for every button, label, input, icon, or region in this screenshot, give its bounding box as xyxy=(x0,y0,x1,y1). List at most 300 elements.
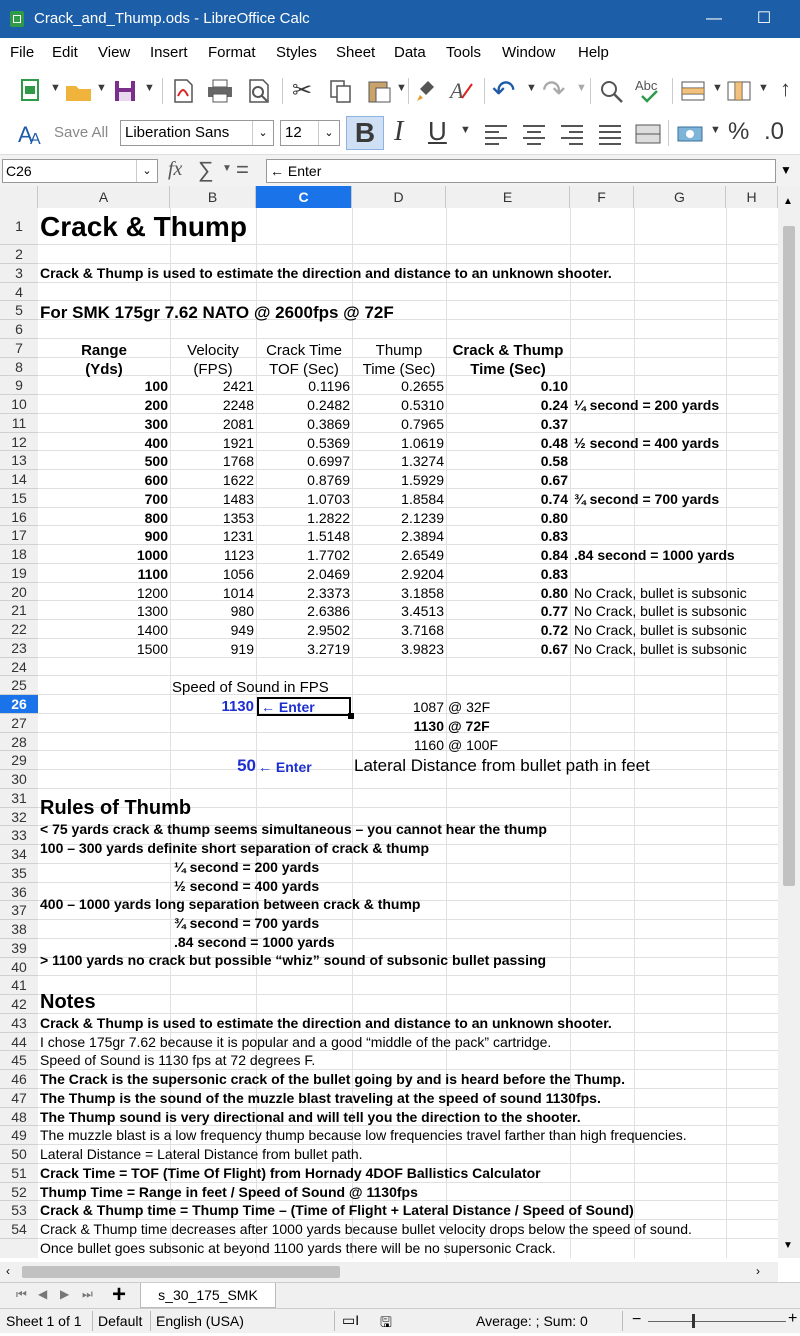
cell-crack-time[interactable]: 0.6997 xyxy=(307,453,350,470)
cell-thump-time[interactable]: 2.3894 xyxy=(401,528,444,545)
cell-d29[interactable]: Lateral Distance from bullet path in feet xyxy=(354,756,650,775)
cell-d7[interactable]: Thump xyxy=(375,342,423,359)
cut-icon[interactable]: ✂ xyxy=(292,77,313,104)
first-sheet-icon[interactable]: ⏮ xyxy=(16,1287,27,1301)
cell-a53[interactable]: Crack & Thump time decreases after 1000 yards because bullet velocity drops below the speed of sound. xyxy=(40,1221,692,1237)
cell-thump-time[interactable]: 0.5310 xyxy=(401,397,444,413)
menu-styles[interactable]: Styles xyxy=(276,44,317,61)
cell-velocity[interactable]: 1768 xyxy=(222,453,254,470)
currency-dropdown-icon[interactable]: ▼ xyxy=(710,124,721,136)
cell-a54[interactable]: Once bullet goes subsonic at beyond 1100 yards there will be no supersonic Crack. xyxy=(40,1240,556,1256)
menu-format[interactable]: Format xyxy=(208,44,256,61)
row-dropdown-icon[interactable]: ▼ xyxy=(712,82,723,94)
status-language[interactable]: English (USA) xyxy=(156,1313,244,1329)
cell-note[interactable]: No Crack, bullet is subsonic xyxy=(574,584,747,601)
scroll-up-icon[interactable]: ▲ xyxy=(783,196,793,207)
cell-crack-time[interactable]: 1.7702 xyxy=(307,547,350,563)
row-header-46[interactable]: 46 xyxy=(0,1070,38,1089)
insert-mode-icon[interactable]: ▭I xyxy=(342,1312,360,1328)
next-sheet-icon[interactable]: ▶ xyxy=(60,1287,70,1301)
menu-help[interactable]: Help xyxy=(578,44,609,61)
grid-row-line xyxy=(38,975,778,976)
row-header-22[interactable]: 22 xyxy=(0,620,38,639)
cell-thump-time[interactable]: 3.7168 xyxy=(401,622,444,638)
cell-note[interactable]: ¼ second = 200 yards xyxy=(574,397,720,413)
cell-a46[interactable]: The Thump is the sound of the muzzle blast traveling at the speed of sound 1130fps. xyxy=(40,1090,601,1106)
menu-edit[interactable]: Edit xyxy=(52,44,78,61)
menu-data[interactable]: Data xyxy=(394,44,426,61)
cell-crack-thump-time[interactable]: 0.24 xyxy=(540,397,568,413)
maximize-button[interactable]: ☐ xyxy=(756,10,772,27)
row-header-42[interactable]: 42 xyxy=(0,995,38,1014)
cell-a43[interactable]: I chose 175gr 7.62 because it is popular and a good “middle of the pack” cartridge. xyxy=(40,1034,552,1050)
add-sheet-icon[interactable]: + xyxy=(112,1281,127,1308)
scroll-right-icon[interactable]: › xyxy=(756,1264,760,1278)
grid-row-line xyxy=(38,300,778,301)
cell-range[interactable]: 1400 xyxy=(136,622,168,638)
chevron-down-icon[interactable]: ⌄ xyxy=(252,121,273,145)
underline-button[interactable]: U xyxy=(428,116,447,146)
open-folder-icon[interactable] xyxy=(64,78,94,104)
row-header-30[interactable]: 30 xyxy=(0,770,38,789)
cell-b35[interactable]: ½ second = 400 yards xyxy=(174,878,320,894)
cell-thump-time[interactable]: 1.0619 xyxy=(401,434,444,451)
grid-row-line xyxy=(38,863,778,864)
cell-range[interactable]: 1100 xyxy=(137,565,168,582)
status-separator xyxy=(150,1311,151,1331)
row-header-4[interactable]: 4 xyxy=(0,283,38,302)
cell-a7[interactable]: Range xyxy=(81,342,127,359)
cell-a48[interactable]: The muzzle blast is a low frequency thump because low frequencies travel farther than high frequencies. xyxy=(40,1127,687,1143)
cell-range[interactable]: 400 xyxy=(144,434,168,451)
cell-thump-time[interactable]: 1.5929 xyxy=(401,472,444,488)
column-header-c[interactable]: C xyxy=(256,186,352,208)
new-document-icon[interactable] xyxy=(18,78,44,104)
align-center-icon[interactable] xyxy=(520,122,548,146)
row-header-38[interactable]: 38 xyxy=(0,920,38,939)
scroll-left-icon[interactable]: ‹ xyxy=(6,1264,10,1278)
cell-crack-time[interactable]: 2.9502 xyxy=(307,622,350,638)
column-dropdown-icon[interactable]: ▼ xyxy=(758,82,769,94)
menu-insert[interactable]: Insert xyxy=(150,44,188,61)
row-header-34[interactable]: 34 xyxy=(0,845,38,864)
cell-crack-time[interactable]: 1.5148 xyxy=(307,528,350,545)
row-header-14[interactable]: 14 xyxy=(0,470,38,489)
status-separator xyxy=(334,1311,335,1331)
row-header-45[interactable]: 45 xyxy=(0,1051,38,1070)
cell-c7[interactable]: Crack Time xyxy=(266,342,342,359)
row-icon[interactable] xyxy=(680,78,708,104)
cell-velocity[interactable]: 1123 xyxy=(223,547,254,563)
row-header-7[interactable]: 7 xyxy=(0,339,38,358)
toolbar-separator xyxy=(484,78,485,104)
row-header-32[interactable]: 32 xyxy=(0,808,38,827)
cell-note[interactable]: No Crack, bullet is subsonic xyxy=(574,622,747,638)
cell-crack-thump-time[interactable]: 0.80 xyxy=(540,584,568,601)
find-replace-icon[interactable] xyxy=(598,78,626,104)
cell-crack-thump-time[interactable]: 0.74 xyxy=(540,490,568,507)
redo-icon[interactable]: ↷ xyxy=(542,75,566,106)
row-header-21[interactable]: 21 xyxy=(0,601,38,620)
cell-e8[interactable]: Time (Sec) xyxy=(470,361,546,378)
row-header-28[interactable]: 28 xyxy=(0,733,38,752)
font-size-box[interactable] xyxy=(280,120,340,146)
row-header-24[interactable]: 24 xyxy=(0,658,38,677)
align-right-icon[interactable] xyxy=(558,122,586,146)
formula-input[interactable]: ← Enter xyxy=(266,159,776,183)
row-header-16[interactable]: 16 xyxy=(0,508,38,527)
underline-dropdown-icon[interactable]: ▼ xyxy=(460,124,471,136)
row-header-35[interactable]: 35 xyxy=(0,864,38,883)
cell-a44[interactable]: Speed of Sound is 1130 fps at 72 degrees F. xyxy=(40,1052,316,1068)
sheet-title[interactable]: Crack & Thump xyxy=(40,211,247,242)
cell-velocity[interactable]: 919 xyxy=(230,640,254,657)
cell-crack-time[interactable]: 2.3373 xyxy=(307,584,350,601)
save-dropdown-icon[interactable]: ▼ xyxy=(144,82,155,94)
cell-a39[interactable]: > 1100 yards no crack but possible “whiz” sound of subsonic bullet passing xyxy=(40,952,547,968)
cell-crack-time[interactable]: 2.6386 xyxy=(307,603,350,620)
column-header-a[interactable]: A xyxy=(38,186,170,208)
justify-icon[interactable] xyxy=(596,122,624,146)
menu-file[interactable]: File xyxy=(10,44,35,61)
cell-note[interactable]: ¾ second = 700 yards xyxy=(574,490,720,507)
cell-c8[interactable]: TOF (Sec) xyxy=(269,361,339,378)
cell-range[interactable]: 500 xyxy=(144,453,168,470)
cell-b25[interactable]: Speed of Sound in FPS xyxy=(172,679,329,696)
column-header-h[interactable]: H xyxy=(726,186,778,208)
cell-velocity[interactable]: 1921 xyxy=(222,434,254,451)
cell-crack-thump-time[interactable]: 0.67 xyxy=(540,640,568,657)
cell-thump-time[interactable]: 3.1858 xyxy=(401,584,444,601)
cell-crack-thump-time[interactable]: 0.77 xyxy=(540,603,568,620)
horizontal-scroll-thumb[interactable] xyxy=(22,1266,340,1278)
cell-range[interactable]: 1200 xyxy=(136,584,168,601)
cell-velocity[interactable]: 2081 xyxy=(222,415,254,432)
cell-crack-thump-time[interactable]: 0.37 xyxy=(540,415,568,432)
svg-text:A: A xyxy=(450,78,464,103)
row-header-43[interactable]: 43 xyxy=(0,1014,38,1033)
save-all-button[interactable]: Save All xyxy=(54,124,109,141)
menu-tools[interactable]: Tools xyxy=(446,44,482,61)
column-icon[interactable] xyxy=(726,78,754,104)
vertical-scroll-thumb[interactable] xyxy=(783,226,795,886)
cell-crack-thump-time[interactable]: 0.83 xyxy=(540,528,568,545)
rules-title[interactable]: Rules of Thumb xyxy=(40,797,192,819)
cell-b7[interactable]: Velocity xyxy=(187,342,239,359)
row-header-29[interactable]: 29 xyxy=(0,751,38,770)
vertical-scrollbar[interactable] xyxy=(778,186,800,1258)
align-left-icon[interactable] xyxy=(482,122,510,146)
paste-dropdown-icon[interactable]: ▼ xyxy=(396,82,407,94)
cell-b38[interactable]: .84 second = 1000 yards xyxy=(174,934,335,950)
zoom-in-icon[interactable]: + xyxy=(788,1310,798,1327)
cell-a33[interactable]: 100 – 300 yards definite short separation of crack & thump xyxy=(40,840,430,856)
paste-icon[interactable] xyxy=(366,78,394,104)
cell-range[interactable]: 800 xyxy=(144,509,168,526)
undo-icon[interactable]: ↶ xyxy=(492,75,516,106)
cell-crack-time[interactable]: 1.0703 xyxy=(307,490,350,507)
cell-velocity[interactable]: 980 xyxy=(230,603,254,620)
cell-velocity[interactable]: 949 xyxy=(230,622,254,638)
cell-range[interactable]: 700 xyxy=(144,490,168,507)
svg-text:Abc: Abc xyxy=(635,78,658,93)
row-header-23[interactable]: 23 xyxy=(0,639,38,658)
menu-sheet[interactable]: Sheet xyxy=(336,44,376,61)
function-wizard-icon[interactable]: fx xyxy=(168,158,183,180)
cell-crack-time[interactable]: 0.5369 xyxy=(307,434,350,451)
cell-a50[interactable]: Crack Time = TOF (Time Of Flight) from Hornady 4DOF Ballistics Calculator xyxy=(40,1165,541,1181)
cell-range[interactable]: 600 xyxy=(144,472,168,488)
active-cell-c26[interactable] xyxy=(257,697,351,716)
cell-e7[interactable]: Crack & Thump xyxy=(452,342,564,359)
cell-d27[interactable]: 1130 xyxy=(413,718,444,734)
title-bar xyxy=(0,0,800,38)
row-header-27[interactable]: 27 xyxy=(0,714,38,733)
menu-view[interactable]: View xyxy=(98,44,131,61)
notes-title[interactable]: Notes xyxy=(40,991,96,1013)
clear-formatting-icon[interactable] xyxy=(448,78,478,104)
row-header-17[interactable]: 17 xyxy=(0,526,38,545)
cell-crack-time[interactable]: 1.2822 xyxy=(307,509,350,526)
cell-a49[interactable]: Lateral Distance = Lateral Distance from bullet path. xyxy=(40,1146,363,1162)
font-name-box[interactable] xyxy=(120,120,274,146)
cell-b37[interactable]: ¾ second = 700 yards xyxy=(174,915,320,931)
cell-c29[interactable]: ← Enter xyxy=(258,759,312,775)
cell-crack-time[interactable]: 2.0469 xyxy=(307,565,350,582)
cell-velocity[interactable]: 1014 xyxy=(222,584,254,601)
column-header-b[interactable]: B xyxy=(170,186,256,208)
spreadsheet-grid[interactable] xyxy=(38,208,778,1258)
print-preview-icon[interactable] xyxy=(246,78,272,104)
cell-a5[interactable]: For SMK 175gr 7.62 NATO @ 2600fps @ 72F xyxy=(40,303,394,322)
cell-crack-thump-time[interactable]: 0.84 xyxy=(540,547,568,563)
expand-formula-icon[interactable]: ▼ xyxy=(780,163,792,177)
sheet-tab[interactable]: s_30_175_SMK xyxy=(140,1283,276,1308)
clone-formatting-icon[interactable] xyxy=(414,78,440,104)
row-header-52[interactable]: 52 xyxy=(0,1183,38,1202)
cell-note[interactable]: .84 second = 1000 yards xyxy=(574,547,735,563)
cell-velocity[interactable]: 1231 xyxy=(222,528,254,545)
cell-d26[interactable]: 1087 xyxy=(412,699,444,715)
column-header-e[interactable]: E xyxy=(446,186,570,208)
chevron-down-icon[interactable]: ⌄ xyxy=(136,160,157,182)
cell-a47[interactable]: The Thump sound is very directional and will tell you the direction to the shooter. xyxy=(40,1109,581,1125)
cell-a3[interactable]: Crack & Thump is used to estimate the direction and distance to an unknown shooter. xyxy=(40,265,612,281)
spelling-icon[interactable] xyxy=(634,76,664,104)
cell-e27[interactable]: @ 72F xyxy=(448,718,490,734)
cell-range[interactable]: 200 xyxy=(144,397,168,413)
row-header-41[interactable]: 41 xyxy=(0,976,38,995)
cell-crack-time[interactable]: 3.2719 xyxy=(307,640,350,657)
cell-velocity[interactable]: 1353 xyxy=(222,509,254,526)
row-header-18[interactable]: 18 xyxy=(0,545,38,564)
minimize-button[interactable]: — xyxy=(706,10,722,27)
status-sum: Average: ; Sum: 0 xyxy=(476,1313,588,1329)
row-header-51[interactable]: 51 xyxy=(0,1164,38,1183)
calc-app-icon xyxy=(10,11,24,27)
lateral-distance-input[interactable]: 50 xyxy=(237,756,256,775)
cell-range[interactable]: 1000 xyxy=(136,547,168,563)
cell-a42[interactable]: Crack & Thump is used to estimate the direction and distance to an unknown shooter. xyxy=(40,1015,612,1031)
cell-range[interactable]: 300 xyxy=(144,415,168,432)
chevron-down-icon[interactable]: ⌄ xyxy=(318,121,339,145)
row-header-53[interactable]: 53 xyxy=(0,1201,38,1220)
row-header-44[interactable]: 44 xyxy=(0,1033,38,1052)
cell-d28[interactable]: 1160 xyxy=(413,737,444,753)
cell-b8[interactable]: (FPS) xyxy=(193,361,233,378)
toolbar-separator xyxy=(668,120,669,146)
last-sheet-icon[interactable]: ⏭ xyxy=(82,1287,93,1301)
cell-crack-time[interactable]: 0.8769 xyxy=(307,472,350,488)
cell-thump-time[interactable]: 1.8584 xyxy=(401,490,444,507)
cell-crack-thump-time[interactable]: 0.48 xyxy=(540,434,568,451)
cell-a52[interactable]: Crack & Thump time = Thump Time – (Time of Flight + Lateral Distance / Speed of Sound) xyxy=(40,1202,634,1218)
cell-a8[interactable]: (Yds) xyxy=(85,361,123,378)
grid-row-line xyxy=(38,338,778,339)
row-header-37[interactable]: 37 xyxy=(0,901,38,920)
select-all-corner[interactable] xyxy=(0,186,38,208)
row-header-50[interactable]: 50 xyxy=(0,1145,38,1164)
cell-b34[interactable]: ¼ second = 200 yards xyxy=(174,859,320,875)
merge-cells-icon[interactable] xyxy=(634,122,662,146)
scroll-down-icon[interactable]: ▼ xyxy=(783,1240,793,1251)
cell-a45[interactable]: The Crack is the supersonic crack of the bullet going by and is heard before the Thump. xyxy=(40,1071,625,1087)
cell-velocity[interactable]: 2248 xyxy=(222,397,254,413)
name-box[interactable] xyxy=(2,159,158,183)
open-dropdown-icon[interactable]: ▼ xyxy=(96,82,107,94)
cell-thump-time[interactable]: 3.9823 xyxy=(401,640,444,657)
zoom-slider[interactable] xyxy=(648,1321,786,1322)
menu-window[interactable]: Window xyxy=(502,44,556,61)
cell-crack-thump-time[interactable]: 0.80 xyxy=(540,509,568,526)
italic-button[interactable]: I xyxy=(394,116,404,147)
cell-thump-time[interactable]: 2.6549 xyxy=(401,547,444,563)
row-header-47[interactable]: 47 xyxy=(0,1089,38,1108)
cell-range[interactable]: 100 xyxy=(144,378,168,395)
new-dropdown-icon[interactable]: ▼ xyxy=(50,82,61,94)
row-header-8[interactable]: 8 xyxy=(0,358,38,377)
cell-thump-time[interactable]: 0.7965 xyxy=(401,415,444,432)
styles-icon[interactable] xyxy=(16,120,46,148)
row-header-5[interactable]: 5 xyxy=(0,301,38,320)
cell-crack-time[interactable]: 0.2482 xyxy=(307,397,350,413)
cell-crack-thump-time[interactable]: 0.67 xyxy=(540,472,568,488)
cell-thump-time[interactable]: 3.4513 xyxy=(401,603,444,620)
menu-bar xyxy=(0,38,800,68)
cell-crack-time[interactable]: 0.3869 xyxy=(307,415,350,432)
row-header-1[interactable]: 1 xyxy=(0,208,38,245)
cell-crack-thump-time[interactable]: 0.83 xyxy=(540,565,568,582)
cell-thump-time[interactable]: 0.2655 xyxy=(401,378,444,395)
row-header-11[interactable]: 11 xyxy=(0,414,38,433)
row-header-9[interactable]: 9 xyxy=(0,376,38,395)
horizontal-scrollbar[interactable] xyxy=(0,1262,778,1282)
sort-ascending-icon[interactable]: ↑ xyxy=(780,76,791,101)
cell-note[interactable]: ½ second = 400 yards xyxy=(574,434,720,451)
row-header-25[interactable]: 25 xyxy=(0,676,38,695)
cell-note[interactable]: No Crack, bullet is subsonic xyxy=(574,640,747,657)
bold-button[interactable]: B xyxy=(346,116,384,150)
row-header-31[interactable]: 31 xyxy=(0,789,38,808)
cell-thump-time[interactable]: 1.3274 xyxy=(401,453,444,470)
cell-crack-thump-time[interactable]: 0.58 xyxy=(540,453,568,470)
copy-icon[interactable] xyxy=(328,78,354,104)
undo-dropdown-icon[interactable]: ▼ xyxy=(526,82,537,94)
zoom-slider-handle[interactable] xyxy=(692,1314,695,1328)
cell-a36[interactable]: 400 – 1000 yards long separation between crack & thump xyxy=(40,896,421,912)
redo-dropdown-icon[interactable]: ▼ xyxy=(576,82,587,94)
row-header-15[interactable]: 15 xyxy=(0,489,38,508)
row-header-26[interactable]: 26 xyxy=(0,695,38,714)
row-header-39[interactable]: 39 xyxy=(0,939,38,958)
print-icon[interactable] xyxy=(206,78,234,104)
row-header-10[interactable]: 10 xyxy=(0,395,38,414)
column-header-g[interactable]: G xyxy=(634,186,726,208)
document-modified-icon[interactable]: 🖫 xyxy=(380,1314,392,1330)
row-header-19[interactable]: 19 xyxy=(0,564,38,583)
cell-range[interactable]: 1300 xyxy=(136,603,168,620)
row-header-36[interactable]: 36 xyxy=(0,883,38,902)
cell-crack-thump-time[interactable]: 0.10 xyxy=(540,378,568,395)
speed-of-sound-input[interactable]: 1130 xyxy=(221,698,254,715)
percent-format-button[interactable]: % xyxy=(728,118,750,145)
status-page-style[interactable]: Default xyxy=(98,1313,143,1329)
currency-format-icon[interactable] xyxy=(676,122,706,146)
column-header-d[interactable]: D xyxy=(352,186,446,208)
row-header-20[interactable]: 20 xyxy=(0,583,38,602)
zoom-out-icon[interactable]: − xyxy=(632,1311,642,1328)
row-header-12[interactable]: 12 xyxy=(0,433,38,452)
cell-note[interactable]: No Crack, bullet is subsonic xyxy=(574,603,747,620)
cell-velocity[interactable]: 1483 xyxy=(222,490,254,507)
row-headers xyxy=(0,208,39,1258)
cell-a32[interactable]: < 75 yards crack & thump seems simultaneous – you cannot hear the thump xyxy=(40,821,547,837)
row-header-6[interactable]: 6 xyxy=(0,320,38,339)
row-header-54[interactable]: 54 xyxy=(0,1220,38,1239)
cell-thump-time[interactable]: 2.9204 xyxy=(401,565,444,582)
cell-e26[interactable]: @ 32F xyxy=(448,699,491,715)
cell-crack-thump-time[interactable]: 0.72 xyxy=(540,622,568,638)
row-header-48[interactable]: 48 xyxy=(0,1108,38,1127)
column-header-f[interactable]: F xyxy=(570,186,634,208)
grid-column-line xyxy=(726,208,727,1258)
cell-d8[interactable]: Time (Sec) xyxy=(362,361,436,378)
cell-velocity[interactable]: 2421 xyxy=(222,378,254,395)
sum-icon[interactable]: ∑ xyxy=(198,157,214,182)
export-pdf-icon[interactable] xyxy=(170,78,196,104)
row-header-33[interactable]: 33 xyxy=(0,826,38,845)
number-format-button[interactable]: .0 xyxy=(764,118,785,145)
cell-range[interactable]: 900 xyxy=(144,528,168,545)
row-header-13[interactable]: 13 xyxy=(0,451,38,470)
cell-velocity[interactable]: 1622 xyxy=(222,472,254,488)
cell-range[interactable]: 1500 xyxy=(136,640,168,657)
save-icon[interactable] xyxy=(112,78,138,104)
cell-a51[interactable]: Thump Time = Range in feet / Speed of Sound @ 1130fps xyxy=(40,1184,418,1200)
cell-thump-time[interactable]: 2.1239 xyxy=(401,509,444,526)
row-header-2[interactable]: 2 xyxy=(0,245,38,264)
row-header-49[interactable]: 49 xyxy=(0,1126,38,1145)
cell-e28[interactable]: @ 100F xyxy=(448,737,499,753)
formula-icon[interactable]: = xyxy=(236,157,249,182)
prev-sheet-icon[interactable]: ◀ xyxy=(38,1287,48,1301)
row-header-40[interactable]: 40 xyxy=(0,958,38,977)
sum-dropdown-icon[interactable]: ▼ xyxy=(222,163,232,174)
cell-crack-time[interactable]: 0.1196 xyxy=(308,378,350,395)
formula-bar xyxy=(0,154,800,187)
row-header-3[interactable]: 3 xyxy=(0,264,38,283)
cell-velocity[interactable]: 1056 xyxy=(222,565,254,582)
